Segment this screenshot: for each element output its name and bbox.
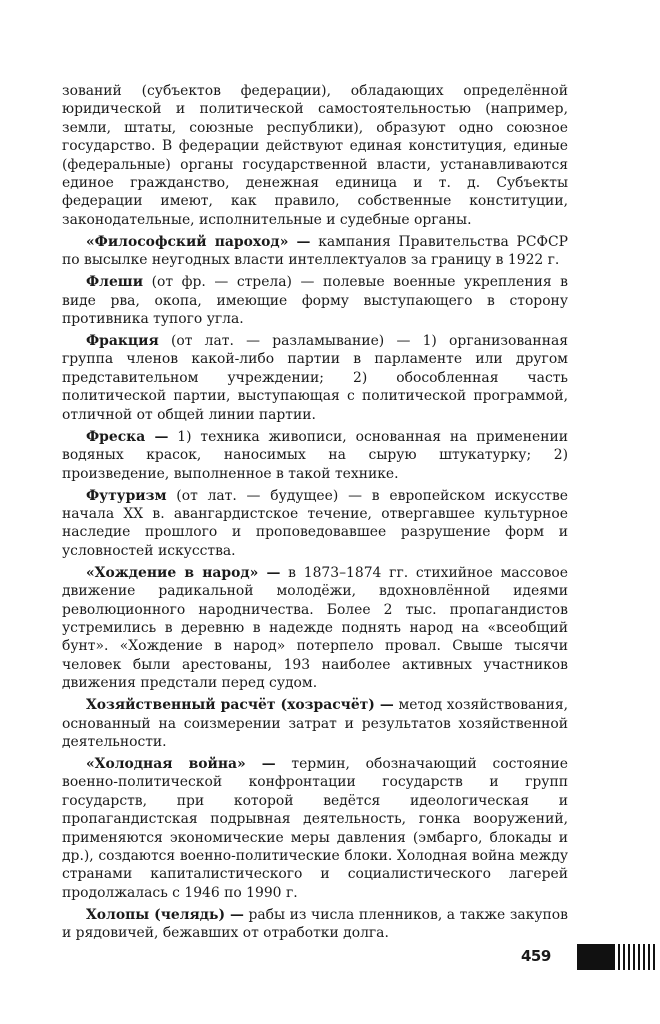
entry-kholodnaya-voyna xyxy=(62,755,568,902)
entry-definition: (от лат. — будущее) — в европейском искусстве начала XX в. авангардистское течение, отвергавшее культурное наследие прошлого и проповедовавшее разрушение форм и условностей искусства. xyxy=(62,487,568,559)
page-edge-bar-marker xyxy=(577,944,660,970)
entry-definition: (от лат. — разламывание) — 1) организованная группа членов какой-либо партии в парламенте или другом представительном учреждении; 2) обособленная часть политической партии, выступающая с политической программой, отличной от общей линии партии. xyxy=(62,333,568,423)
entry-term: Футуризм xyxy=(86,487,167,504)
entry-khozhdenie-v-narod xyxy=(62,564,568,693)
entry-term: Хозяйственный расчёт (хозрасчёт) — xyxy=(86,697,394,714)
thin-bar xyxy=(653,944,655,970)
thin-bar xyxy=(623,944,625,970)
entry-definition: (от фр. — стрела) — полевые военные укрепления в виде рва, окопа, имеющие форму выступающего в сторону противника тупого угла. xyxy=(62,274,568,328)
page-footer xyxy=(0,944,660,970)
entry-term: Фреска — xyxy=(86,428,169,445)
continuation-paragraph: зований (субъектов федерации), обладающих определённой юридической и политической самостоятельностью (например, земли, штаты, союзные республики), образуют одно союзное государство. В федерации действуют единая конституция, единые (федеральные) органы государственной власти, устанавливаются единое гражданство, денежная единица и т. д. Субъекты федерации имеют, как правило, собственные конституции, законодательные, исполнительные и судебные органы. xyxy=(62,83,568,228)
entry-definition: 1) техника живописи, основанная на применении водяных красок, наносимых на сырую штукатурку; 2) произведение, выполненное в такой технике. xyxy=(62,428,569,482)
page-number: 459 xyxy=(521,947,551,965)
entry-definition: в 1873–1874 гг. стихийное массовое движение радикальной молодёжи, вдохновлённой идеями революционного народничества. Более 2 тыс. пропагандистов устремились в деревню в надежде поднять народ на «всеобщий бунт». «Хождение в народ» потерпело провал. Свыше тысячи человек были арестованы, 193 наиболее активных участников движения предстали перед судом. xyxy=(62,564,569,692)
entry-definition: кампания Правительства РСФСР по высылке неугодных власти интеллектуалов за границу в 1922 г. xyxy=(62,233,568,269)
entry-freska xyxy=(62,428,568,483)
entry-khozraschet xyxy=(62,696,568,751)
entry-term: Фракция xyxy=(86,333,159,350)
entry-definition: термин, обозначающий состояние военно-политической конфронтации государств и групп государств, при которой ведётся идеологическая и пропагандистская подрывная деятельность, гонка вооружений, применяются экономические меры давления (эмбарго, блокады и др.), создаются военно-политические блоки. Холодная война между странами капиталистического и социалистического лагерей продолжалась с 1946 по 1990 г. xyxy=(62,755,568,901)
entry-term: «Философский пароход» — xyxy=(86,233,311,250)
thin-bar xyxy=(638,944,640,970)
entry-term: «Холодная война» — xyxy=(86,755,276,772)
glossary-page xyxy=(62,82,568,946)
entry-definition: метод хозяйствования, основанный на соизмерении затрат и результатов хозяйственной деятельности. xyxy=(62,697,568,750)
entry-futurizm xyxy=(62,487,568,561)
thin-bar xyxy=(628,944,630,970)
thin-bar xyxy=(633,944,635,970)
entry-term: «Хождение в народ» — xyxy=(86,564,281,581)
thin-bar xyxy=(618,944,620,970)
thin-bar xyxy=(643,944,645,970)
entry-term: Холопы (челядь) — xyxy=(86,906,244,923)
entry-filosofsky-parokhod xyxy=(62,233,568,270)
entry-definition: рабы из числа пленников, а также закупов и рядовичей, бежавших от отработки долга. xyxy=(62,906,568,942)
entry-term: Флеши xyxy=(86,274,144,291)
entry-fraktsiya xyxy=(62,332,568,424)
solid-bar xyxy=(577,944,615,970)
entry-fleshi xyxy=(62,273,568,328)
entry-kholopy xyxy=(62,906,568,943)
thin-bar xyxy=(648,944,650,970)
